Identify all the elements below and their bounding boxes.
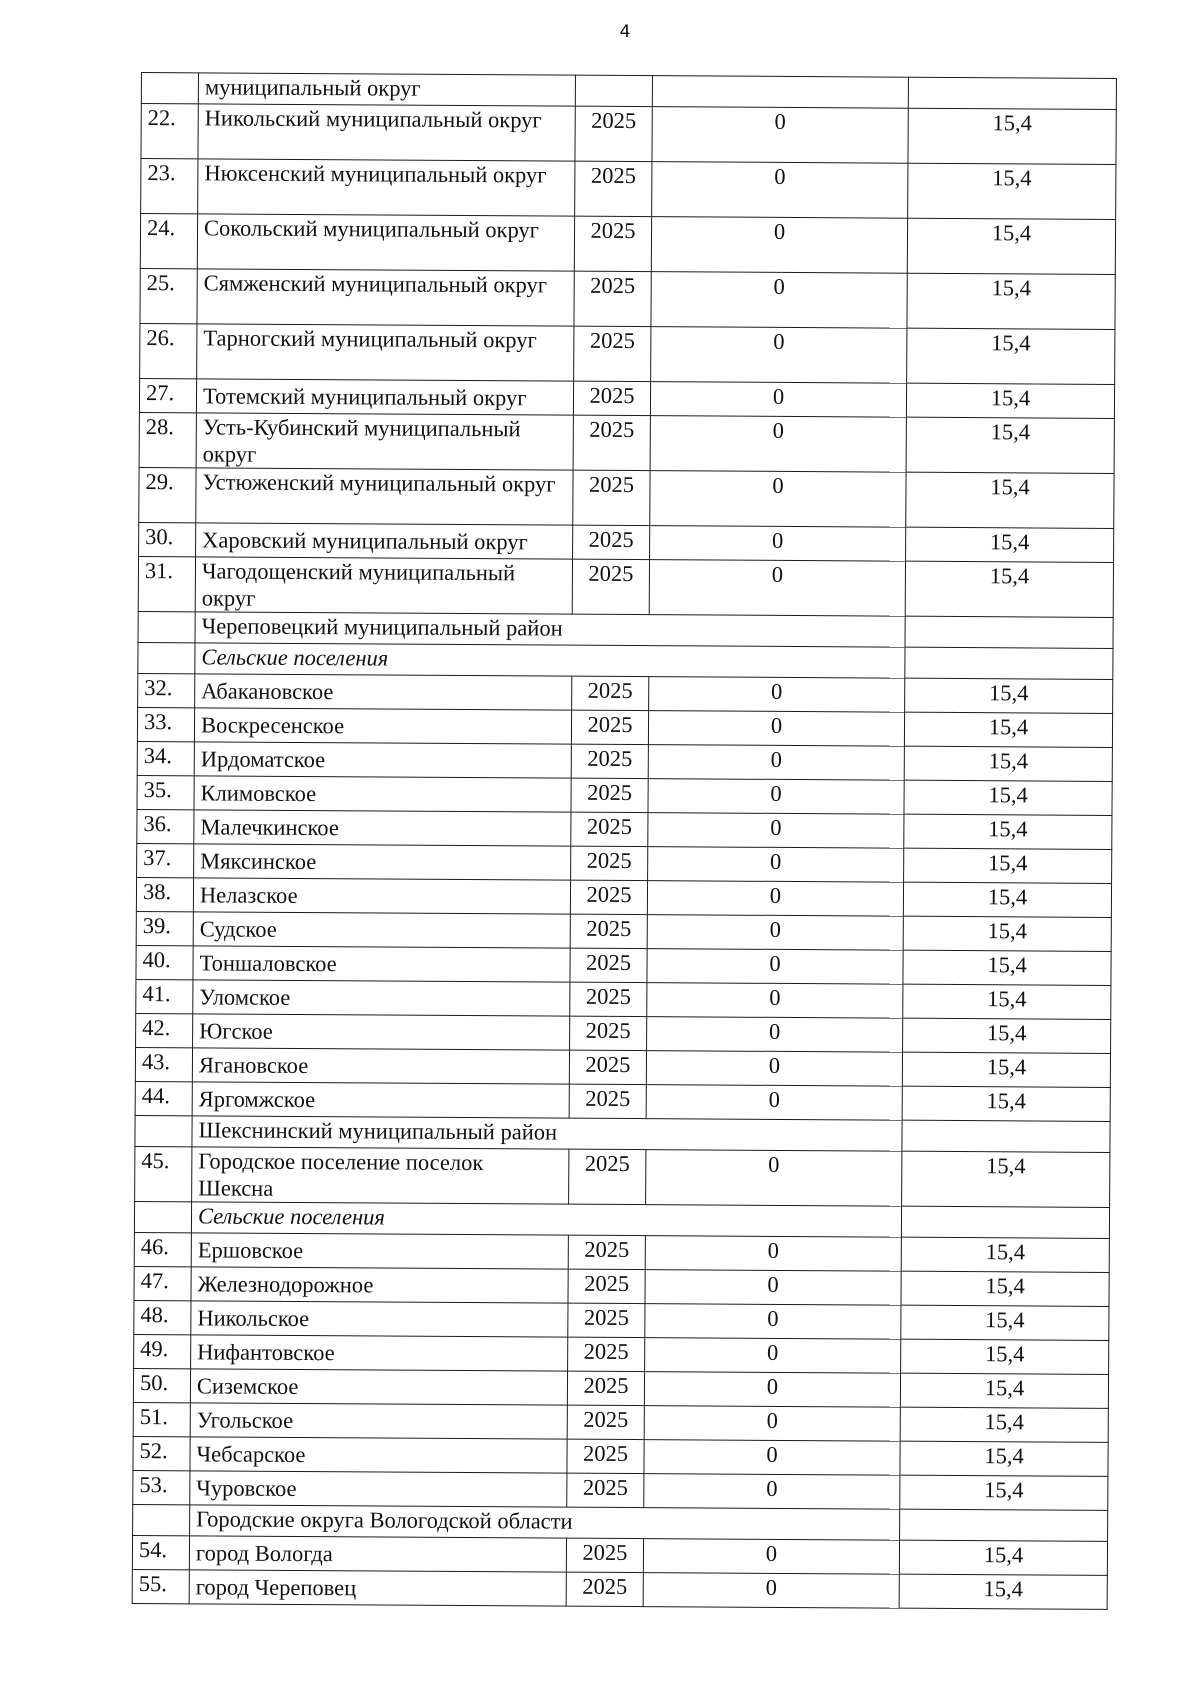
value-cell: 0 xyxy=(645,1236,901,1272)
rate-cell-empty xyxy=(905,647,1113,679)
year-cell: 2025 xyxy=(570,982,647,1016)
municipality-name: Тоншаловское xyxy=(193,946,570,982)
rate-cell: 15,4 xyxy=(903,1018,1111,1053)
row-number: 39. xyxy=(136,911,193,945)
rate-cell: 15,4 xyxy=(904,848,1112,883)
value-cell: 0 xyxy=(643,1539,899,1575)
municipality-name: Яргомжское xyxy=(192,1082,569,1118)
rate-cell: 15,4 xyxy=(903,984,1111,1019)
row-number-empty xyxy=(138,642,195,673)
rate-cell: 15,4 xyxy=(904,780,1112,815)
value-cell: 0 xyxy=(643,1573,899,1609)
rate-cell: 15,4 xyxy=(903,916,1111,951)
municipality-name: Городское поселение поселок Шексна xyxy=(192,1147,569,1204)
row-number: 26. xyxy=(140,323,197,378)
row-number: 43. xyxy=(135,1047,192,1081)
value-cell-empty xyxy=(652,76,908,109)
value-cell: 0 xyxy=(644,1372,900,1408)
rate-cell: 15,4 xyxy=(901,1305,1109,1340)
rate-cell: 15,4 xyxy=(904,814,1112,849)
municipality-name: Климовское xyxy=(194,776,571,812)
municipality-name: Никольское xyxy=(191,1301,568,1337)
rate-cell: 15,4 xyxy=(902,1151,1110,1207)
row-number: 34. xyxy=(137,741,194,775)
value-cell: 0 xyxy=(652,162,908,219)
row-number-empty xyxy=(141,73,198,104)
table-row xyxy=(140,268,1115,329)
year-cell: 2025 xyxy=(568,1337,645,1371)
municipality-name: Ирдоматское xyxy=(194,742,571,778)
rate-cell: 15,4 xyxy=(902,1052,1110,1087)
rate-cell: 15,4 xyxy=(900,1441,1108,1476)
municipality-name: Сямженский муниципальный округ xyxy=(197,269,574,326)
year-cell: 2025 xyxy=(571,846,648,880)
year-cell: 2025 xyxy=(567,1439,644,1473)
value-cell: 0 xyxy=(648,847,904,883)
municipality-name: Югское xyxy=(193,1014,570,1050)
year-cell: 2025 xyxy=(571,710,648,744)
year-cell: 2025 xyxy=(571,778,648,812)
rate-cell: 15,4 xyxy=(904,746,1112,781)
value-cell: 0 xyxy=(648,745,904,781)
year-cell: 2025 xyxy=(573,525,650,559)
municipality-name: Усть-Кубинский муниципальный округ xyxy=(196,413,573,470)
row-number: 27. xyxy=(139,378,196,412)
municipality-name: Малечкинское xyxy=(194,810,571,846)
municipality-name: Тотемский муниципальный округ xyxy=(196,379,573,415)
value-cell: 0 xyxy=(645,1338,901,1374)
rate-cell: 15,4 xyxy=(905,561,1113,617)
municipality-name: Тарногский муниципальный округ xyxy=(197,324,574,381)
rate-cell: 15,4 xyxy=(899,1540,1107,1575)
value-cell: 0 xyxy=(646,1150,902,1207)
year-cell: 2025 xyxy=(568,1235,645,1269)
year-cell-empty xyxy=(575,75,652,106)
value-cell: 0 xyxy=(650,526,906,562)
year-cell: 2025 xyxy=(569,1149,646,1204)
row-number: 44. xyxy=(135,1081,192,1115)
subgroup-heading: Сельские поселения xyxy=(191,1202,901,1237)
value-cell: 0 xyxy=(651,272,907,329)
value-cell: 0 xyxy=(644,1474,900,1510)
year-cell: 2025 xyxy=(570,914,647,948)
municipality-name: Никольский муниципальный округ xyxy=(198,104,575,161)
rate-cell: 15,4 xyxy=(904,712,1112,747)
rate-cell: 15,4 xyxy=(902,1086,1110,1121)
value-cell: 0 xyxy=(649,560,905,617)
table-body xyxy=(132,73,1116,1610)
year-cell: 2025 xyxy=(574,326,651,381)
value-cell: 0 xyxy=(646,1085,902,1121)
year-cell: 2025 xyxy=(568,1269,645,1303)
row-number-empty xyxy=(138,611,195,642)
municipality-name: Чебсарское xyxy=(190,1437,567,1473)
rate-cell: 15,4 xyxy=(907,218,1115,274)
municipality-name: город Череповец xyxy=(189,1570,566,1606)
year-cell: 2025 xyxy=(569,1050,646,1084)
municipality-name: Устюженский муниципальный округ xyxy=(196,468,573,525)
row-number: 31. xyxy=(138,556,195,611)
year-cell: 2025 xyxy=(570,880,647,914)
rate-cell: 15,4 xyxy=(901,1271,1109,1306)
value-cell: 0 xyxy=(648,779,904,815)
rate-cell: 15,4 xyxy=(908,108,1116,164)
municipality-name: Нифантовское xyxy=(191,1335,568,1371)
year-cell: 2025 xyxy=(572,676,649,710)
row-number: 48. xyxy=(134,1300,191,1334)
table-row xyxy=(141,159,1116,220)
municipality-name: Чагодощенский муниципальный округ xyxy=(195,557,572,614)
table-row xyxy=(132,1569,1107,1609)
row-number: 35. xyxy=(137,775,194,809)
rate-cell: 15,4 xyxy=(907,328,1115,384)
row-number: 41. xyxy=(136,979,193,1013)
year-cell: 2025 xyxy=(573,381,650,415)
municipality-name: Угольское xyxy=(190,1403,567,1439)
rate-cell: 15,4 xyxy=(900,1373,1108,1408)
table-row xyxy=(138,556,1113,617)
group-heading: Городские округа Вологодской области xyxy=(190,1505,900,1540)
row-number: 23. xyxy=(141,159,198,214)
rate-cell: 15,4 xyxy=(906,527,1114,562)
value-cell: 0 xyxy=(651,327,907,384)
municipality-name-continued: муниципальный округ xyxy=(198,73,575,106)
row-number: 50. xyxy=(133,1368,190,1402)
row-number: 53. xyxy=(133,1470,190,1504)
municipality-name: Судское xyxy=(193,912,570,948)
page-number: 4 xyxy=(619,22,631,42)
value-cell: 0 xyxy=(647,915,903,951)
rate-cell-empty xyxy=(900,1509,1108,1541)
value-cell: 0 xyxy=(648,711,904,747)
year-cell: 2025 xyxy=(566,1572,643,1606)
year-cell: 2025 xyxy=(571,744,648,778)
municipality-name: Ягановское xyxy=(192,1048,569,1084)
table-row xyxy=(139,412,1114,473)
rate-cell-empty xyxy=(901,1206,1109,1238)
row-number-empty xyxy=(134,1201,191,1232)
table-row xyxy=(141,104,1116,165)
rate-cell-empty xyxy=(908,77,1116,109)
row-number: 40. xyxy=(136,945,193,979)
row-number: 45. xyxy=(135,1146,192,1201)
rate-cell: 15,4 xyxy=(901,1339,1109,1374)
municipality-name: Ершовское xyxy=(191,1233,568,1269)
rate-cell: 15,4 xyxy=(906,383,1114,418)
rate-cell: 15,4 xyxy=(907,273,1115,329)
year-cell: 2025 xyxy=(575,161,652,216)
rate-cell: 15,4 xyxy=(901,1237,1109,1272)
row-number: 32. xyxy=(138,673,195,707)
group-heading: Череповецкий муниципальный район xyxy=(195,612,905,647)
row-number: 36. xyxy=(137,809,194,843)
row-number-empty xyxy=(133,1504,190,1535)
row-number: 33. xyxy=(137,707,194,741)
municipality-name: Уломское xyxy=(193,980,570,1016)
municipality-name: Сиземское xyxy=(190,1369,567,1405)
row-number: 25. xyxy=(140,268,197,323)
year-cell: 2025 xyxy=(571,812,648,846)
row-number: 54. xyxy=(132,1535,189,1569)
row-number: 49. xyxy=(134,1334,191,1368)
rate-cell: 15,4 xyxy=(906,472,1114,528)
rate-cell: 15,4 xyxy=(903,950,1111,985)
year-cell: 2025 xyxy=(568,1303,645,1337)
allocation-table xyxy=(132,72,1117,1610)
municipality-name: Абакановское xyxy=(195,674,572,710)
municipality-name: Воскресенское xyxy=(194,708,571,744)
value-cell: 0 xyxy=(649,677,905,713)
value-cell: 0 xyxy=(650,471,906,528)
municipality-name: город Вологда xyxy=(189,1536,566,1572)
value-cell: 0 xyxy=(648,813,904,849)
row-number: 37. xyxy=(137,843,194,877)
table-row xyxy=(140,214,1115,275)
value-cell: 0 xyxy=(644,1406,900,1442)
year-cell: 2025 xyxy=(574,216,651,271)
year-cell: 2025 xyxy=(573,470,650,525)
value-cell: 0 xyxy=(645,1270,901,1306)
rate-cell: 15,4 xyxy=(900,1475,1108,1510)
value-cell: 0 xyxy=(651,217,907,274)
year-cell: 2025 xyxy=(567,1405,644,1439)
year-cell: 2025 xyxy=(575,106,652,161)
rate-cell: 15,4 xyxy=(903,882,1111,917)
year-cell: 2025 xyxy=(567,1371,644,1405)
municipality-name: Железнодорожное xyxy=(191,1267,568,1303)
municipality-name: Чуровское xyxy=(190,1471,567,1507)
row-number: 38. xyxy=(136,877,193,911)
row-number-empty xyxy=(135,1115,192,1146)
rate-cell: 15,4 xyxy=(905,678,1113,713)
rate-cell: 15,4 xyxy=(906,417,1114,473)
row-number: 24. xyxy=(140,214,197,269)
row-number: 55. xyxy=(132,1569,189,1603)
value-cell: 0 xyxy=(645,1304,901,1340)
row-number: 42. xyxy=(136,1013,193,1047)
row-number: 30. xyxy=(139,522,196,556)
value-cell: 0 xyxy=(647,881,903,917)
value-cell: 0 xyxy=(646,1051,902,1087)
value-cell: 0 xyxy=(647,949,903,985)
rate-cell: 15,4 xyxy=(908,163,1116,219)
row-number: 29. xyxy=(139,467,196,522)
value-cell: 0 xyxy=(647,983,903,1019)
municipality-name: Сокольский муниципальный округ xyxy=(197,214,574,271)
year-cell: 2025 xyxy=(574,271,651,326)
value-cell: 0 xyxy=(647,1017,903,1053)
table-row xyxy=(139,467,1114,528)
row-number: 47. xyxy=(134,1266,191,1300)
municipality-name: Нюксенский муниципальный округ xyxy=(198,159,575,216)
rate-cell: 15,4 xyxy=(899,1574,1107,1609)
value-cell: 0 xyxy=(650,416,906,473)
municipality-name: Харовский муниципальный округ xyxy=(196,523,573,559)
row-number: 51. xyxy=(133,1402,190,1436)
year-cell: 2025 xyxy=(566,1538,643,1572)
year-cell: 2025 xyxy=(570,1016,647,1050)
row-number: 52. xyxy=(133,1436,190,1470)
year-cell: 2025 xyxy=(569,1084,646,1118)
value-cell: 0 xyxy=(650,382,906,418)
table-row xyxy=(135,1146,1110,1207)
municipality-name: Нелазское xyxy=(193,878,570,914)
rate-cell-empty xyxy=(905,616,1113,648)
rate-cell-empty xyxy=(902,1120,1110,1152)
value-cell: 0 xyxy=(652,107,908,164)
rate-cell: 15,4 xyxy=(900,1407,1108,1442)
group-heading: Шекснинский муниципальный район xyxy=(192,1116,902,1151)
table-row xyxy=(140,323,1115,384)
municipality-name: Мяксинское xyxy=(194,844,571,880)
year-cell: 2025 xyxy=(567,1473,644,1507)
value-cell: 0 xyxy=(644,1440,900,1476)
year-cell: 2025 xyxy=(573,415,650,470)
year-cell: 2025 xyxy=(570,948,647,982)
row-number: 22. xyxy=(141,104,198,159)
row-number: 46. xyxy=(134,1232,191,1266)
subgroup-heading: Сельские поселения xyxy=(195,643,905,678)
year-cell: 2025 xyxy=(572,559,649,614)
row-number: 28. xyxy=(139,412,196,467)
